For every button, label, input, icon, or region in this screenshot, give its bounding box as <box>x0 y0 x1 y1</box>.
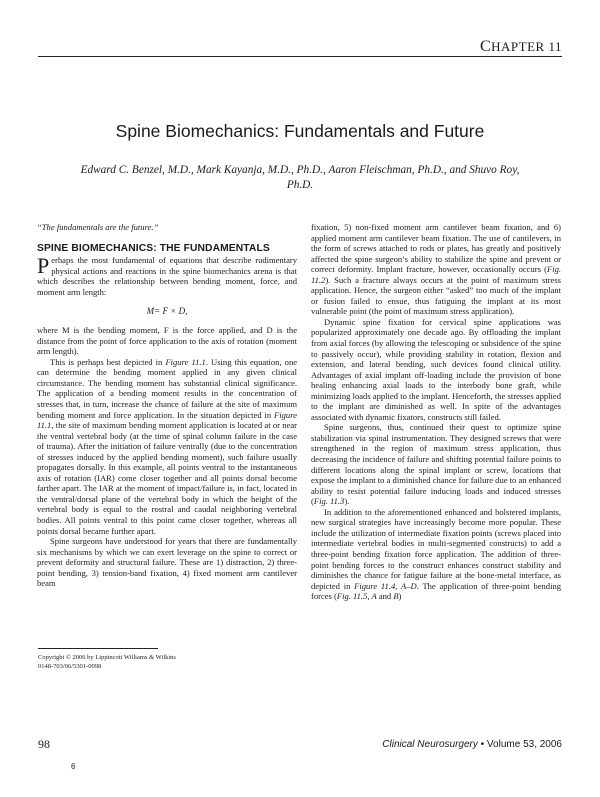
paragraph-figure-discussion <box>37 357 297 536</box>
text-span: , the site of maximum bending moment application is located at or near the ventral vertebral body (at the time of spinal column failure in the case of trauma). After the initiation of failure ventrally (due to the concentration of stresses induced by the applied bending moment), such failure usually propagates dorsally. In this example, all points ventral to the instantaneous axis of rotation (IAR) come closer together and all points dorsal become farther apart. The IAR at the moment of impact/failure is, in fact, located in the ventral/dorsal plane of the vertebral body in which the height of the vertebral body is equal to the rostral and caudal neighboring vertebral bodies. All points ventral to this point came closer together, whereas all points dorsal became further apart. <box>37 420 297 536</box>
author-list: Edward C. Benzel, M.D., Mark Kayanja, M.D., Ph.D., Aaron Fleischman, Ph.D., and Shuvo Roy, Ph.D. <box>80 164 520 191</box>
text-span: fixation, 5) non-fixed moment arm cantilever beam fixation, and 6) applied moment arm cantilever beam fixation. The use of cantilevers, in the form of screws attached to rods or plates, has greatly and positively affected the spine surgeon’s ability to stabilize the spine and prevent or correct deformity. Implant fracture, however, occasionally occurs ( <box>311 222 561 275</box>
text-span: ). Such a fracture always occurs at the point of maximum stress application. Hence, the surgeon either “asked” too much of the implant or fusion failed to ensue, thus fatiguing the implant at its most vulnerable point (the point of maximum stress application). <box>311 274 561 317</box>
figure-reference: Figure 11.4, A–D <box>354 580 417 591</box>
article-code: 0148-703/06/5301-0098 <box>38 663 102 670</box>
paragraph-mechanisms: Spine surgeons have understood for years that there are fundamentally six mechanisms by which we can exert leverage on the spine to correct or prevent deformity and structural failure. These are 1) distraction, 2) three-point bending, 3) tension-band fixation, 4) fixed moment arm cantilever beam <box>37 536 297 589</box>
figure-reference: Fig. 11.5, A <box>336 591 377 602</box>
paragraph-intro-text: erhaps the most fundamental of equations that describe rudimentary physical actions and reactions in the spine biomechanics arena is that which describes the relationship between bending moment, force, and moment arm length: <box>37 255 297 297</box>
figure-reference: Figure 11.1 <box>165 356 206 367</box>
figure-reference: Fig. 11.3 <box>313 496 345 507</box>
text-span: . The application of three-point bending forces ( <box>311 580 561 602</box>
text-span: Spine surgeons, thus, continued their quest to optimize spine stabilization via spinal instrumentation. They designed screws that were strengthened in the region of maximum stress application, thus decreasing the incidence of failure and shifting potential failure points to different locations along the spinal implant or screw, locations that expose the implant to a diminished chance for failure due to an enhanced ability to resist potential failure inducing loads and induced stresses ( <box>311 422 561 507</box>
chapter-initial: C <box>479 38 492 55</box>
header-rule <box>38 56 562 57</box>
journal-volume: • Volume 53, 2006 <box>477 739 562 750</box>
paragraph-definition: where M is the bending moment, F is the force applied, and D is the distance from the point of force application to the axis of rotation (moment arm length). <box>37 325 297 357</box>
paragraph-intro <box>37 255 297 297</box>
figure-reference: Figure 11.1 <box>37 409 297 431</box>
text-span: ) <box>398 591 402 602</box>
figure-reference: B <box>393 591 399 602</box>
epigraph: “The fundamentals are the future.” <box>37 222 159 232</box>
journal-name: Clinical Neurosurgery <box>382 739 478 750</box>
scan-page-mark: 6 <box>71 762 76 771</box>
page-number: 98 <box>38 737 50 751</box>
paragraph-dynamic-fixation: Dynamic spine fixation for cervical spine applications was popularized approximately one decade ago. By offloading the implant from axial forces (by allowing the telescoping or subsidence of the spine to passively occur), while providing stability in rotation, flexion and extension, and lateral bending, such devices found clinical utility. Advantages of axial implant off-loading include the provision of bone healing enhancing axial loads to the interbody bone graft, while minimizing loads applied to the implant. Henceforth, the stresses applied to the implant are diminished as well. In spite of the advantages associated with dynamic fixators, constructs still failed. <box>311 316 561 422</box>
chapter-word: HAPTER <box>491 39 545 54</box>
text-span: and <box>376 591 394 602</box>
text-span: In addition to the aforementioned enhanced and bolstered implants, new surgical strategies have increasingly become more popular. These include the utilization of intermediate fixation points (screws placed into intermediate vertebral bodies in multi-segmented constructs) to add a three-point bending fixation force application. The addition of three-point bending forces to the construct enhances construct stability and diminishes the chance for fatigue failure at the bone-metal interface, as depicted in <box>311 506 561 591</box>
copyright-footnote <box>38 653 298 671</box>
left-column <box>37 222 297 589</box>
right-column <box>311 222 561 602</box>
text-span: . Using this equation, one can determine the bending moment applied in any given clinical circumstance. The bending moment has substantial clinical significance. The application of a bending moment results in the concentration of stresses that, in turn, increase the chance of failure at the site of maximum bending moment and force application. In the situation depicted in <box>37 356 298 420</box>
copyright-line: Copyright © 2006 by Lippincott Williams & Wilkins <box>38 654 176 661</box>
journal-footer <box>382 739 562 750</box>
equation: M= F × D, <box>146 306 188 317</box>
section-heading: SPINE BIOMECHANICS: THE FUNDAMENTALS <box>37 243 270 254</box>
paragraph-cantilever <box>311 222 561 317</box>
drop-cap: P <box>37 253 50 278</box>
text-span: This is perhaps best depicted in <box>50 356 166 367</box>
article-title: Spine Biomechanics: Fundamentals and Future <box>115 121 485 141</box>
figure-reference: Fig. 11.2 <box>311 264 561 285</box>
paragraph-instrumentation <box>311 422 561 506</box>
footnote-rule <box>38 648 158 649</box>
chapter-number: 11 <box>548 39 562 54</box>
chapter-label <box>480 38 562 56</box>
paragraph-strategies <box>311 507 561 602</box>
text-span: ). <box>344 496 350 507</box>
